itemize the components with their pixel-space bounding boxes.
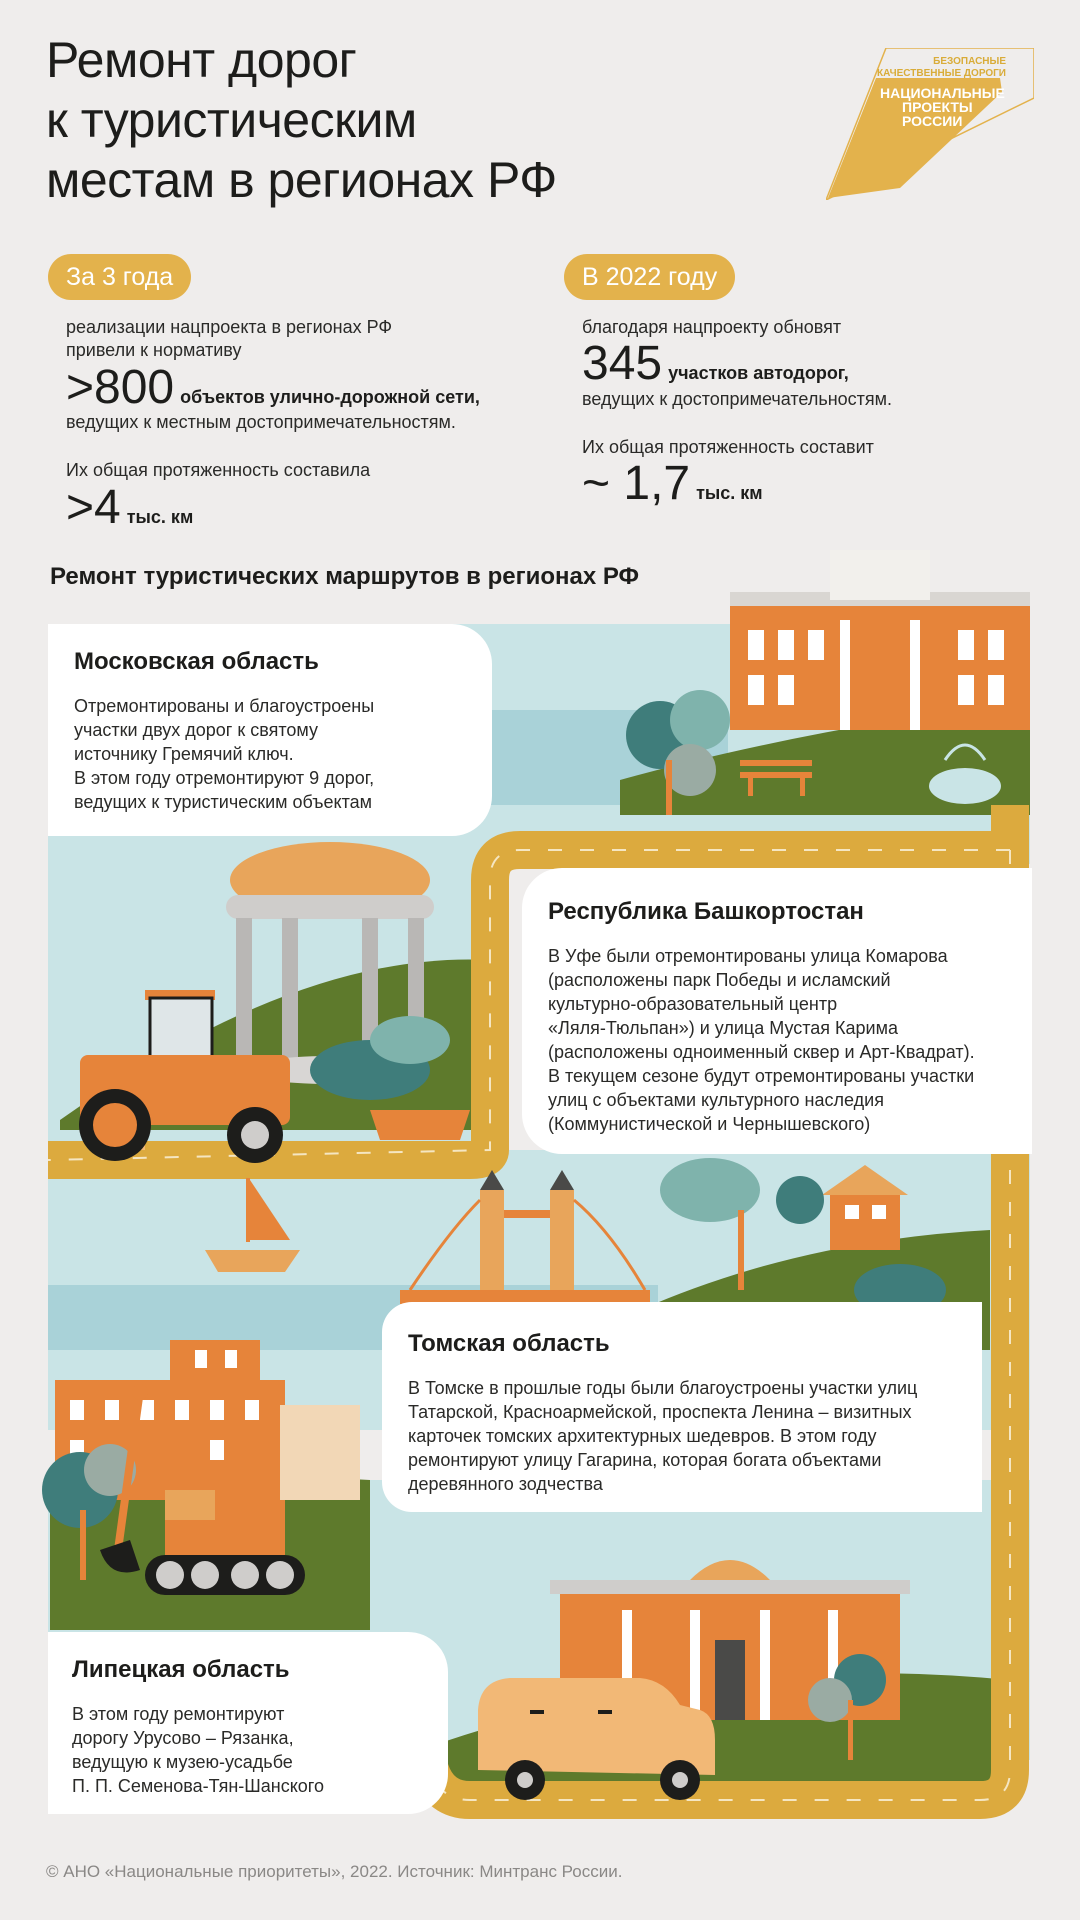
stats-right-length-value: ~ 1,7 [582,457,691,510]
stats-right-length-unit: тыс. км [696,483,763,503]
stats-left-big-unit: объектов улично-дорожной сети, [180,387,480,407]
region-text: В этом году ремонтируют дорогу Урусово – Рязанка, ведущую к музею-усадьбе П. П. Семенова-Тян-Шанского [72,1704,324,1796]
page-title: Ремонт дорог к туристическим местам в регионах РФ [46,32,557,208]
stats-right-big-unit: участков автодорог, [668,363,849,383]
stats-right-big-value: 345 [582,337,663,390]
stats-right-length-label: Их общая протяженность составит [582,437,874,457]
logo-main-text: НАЦИОНАЛЬНЫЕ ПРОЕКТЫ РОССИИ [880,85,1005,129]
stats-right-intro: благодаря нацпроекту обновят [582,317,842,337]
stats-left-length-label: Их общая протяженность составила [66,460,371,480]
stats-left-big-value: >800 [66,361,175,414]
stats-left-big-row [66,362,480,414]
logo-top-text: БЕЗОПАСНЫЕ КАЧЕСТВЕННЫЕ ДОРОГИ [877,56,1006,79]
stats-right-pill: В 2022 году [564,254,735,300]
region-card-tomsk [382,1302,982,1512]
region-card-lipetsk [48,1632,448,1814]
region-text: Отремонтированы и благоустроены участки двух дорог к святому источнику Гремячий ключ. В этом году отремонтируют 9 дорог, ведущих к туристическим объектам [74,696,375,812]
region-name: Томская область [408,1330,610,1357]
region-card-bashkortostan [522,868,1032,1154]
section-title: Ремонт туристических маршрутов в регионах РФ [50,563,640,590]
stats-left-length-value: >4 [66,481,121,534]
region-text: В Уфе были отремонтированы улица Комарова (расположены парк Победы и исламский культурно-образовательный центр «Ляля-Тюльпан») и улица Мустая Карима (расположены одноименный сквер и Арт-Квадрат). В текущем сезоне будут отремонтированы участки улиц с объектами культурного наследия (Коммунистической и Чернышевского) [548,946,975,1134]
region-name: Липецкая область [72,1656,290,1683]
stats-right-big-row [582,338,849,390]
region-name: Республика Башкортостан [548,898,864,925]
region-card-moscow [48,624,492,836]
stats-left-length-row [66,482,193,534]
stats-right-length-row [582,458,763,510]
stats-left-pill: За 3 года [48,254,191,300]
national-projects-logo [826,48,1034,200]
footer-copyright: © АНО «Национальные приоритеты», 2022. Источник: Минтранс России. [46,1862,623,1881]
region-name: Московская область [74,648,319,675]
stats-left-intro: реализации нацпроекта в регионах РФ привели к нормативу [66,317,393,360]
stats-left-length-unit: тыс. км [126,507,194,527]
region-text: В Томске в прошлые годы были благоустроены участки улиц Татарской, Красноармейской, проспекта Ленина – визитных карточек томских архитектурных шедевров. В этом году ремонтируют улицу Гагарина, которая богата объектами деревянного зодчества [408,1378,918,1494]
building-icon [730,550,1030,730]
stats-left-after: ведущих к местным достопримечательностям. [66,412,456,432]
stats-right-after: ведущих к достопримечательностям. [582,389,893,409]
